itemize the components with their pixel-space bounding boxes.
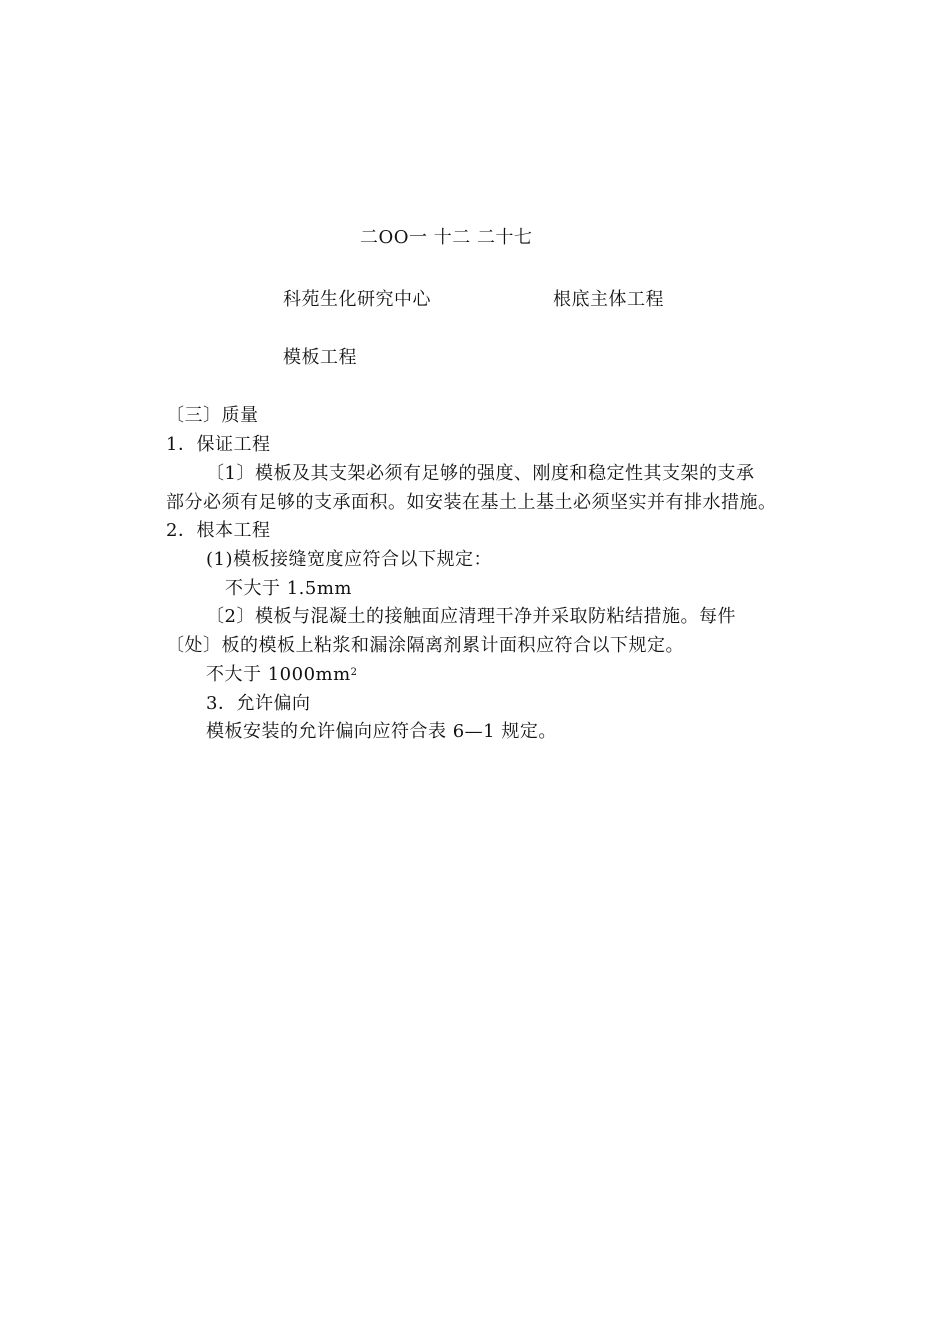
item-1-paragraph-line-1: 〔1〕模板及其支架必须有足够的强度、刚度和稳定性其支架的支承 [206, 463, 755, 484]
item-2-sub-2-line-1: 〔2〕模板与混凝土的接触面应清理干净并采取防粘结措施。每件 [206, 606, 736, 627]
document-subject: 模板工程 [283, 347, 357, 368]
item-2-sub-2-value-superscript: 2 [350, 667, 358, 678]
document-date: 二OO一 十二 二十七 [360, 227, 533, 248]
item-2-sub-2-value-text: 不大于 1000mm [206, 664, 351, 685]
item-2-sub-2-line-2: 〔处〕板的模板上粘浆和漏涂隔离剂累计面积应符合以下规定。 [166, 635, 684, 656]
project-name: 根底主体工程 [553, 289, 664, 310]
item-2-sub-1: (1)模板接缝宽度应符合以下规定： [206, 549, 492, 570]
item-2-heading: 2．根本工程 [166, 520, 271, 541]
item-2-sub-1-value: 不大于 1.5mm [225, 578, 352, 599]
item-3-heading: 3．允许偏向 [206, 693, 311, 714]
organization-name: 科苑生化研究中心 [283, 289, 431, 310]
item-3-text: 模板安装的允许偏向应符合表 6—1 规定。 [206, 721, 557, 742]
item-1-heading: 1．保证工程 [166, 434, 271, 455]
item-2-sub-2-value [206, 663, 358, 687]
section-title: 〔三〕质量 [166, 405, 259, 426]
item-1-paragraph-line-2: 部分必须有足够的支承面积。如安装在基土上基土必须坚实并有排水措施。 [166, 492, 777, 513]
